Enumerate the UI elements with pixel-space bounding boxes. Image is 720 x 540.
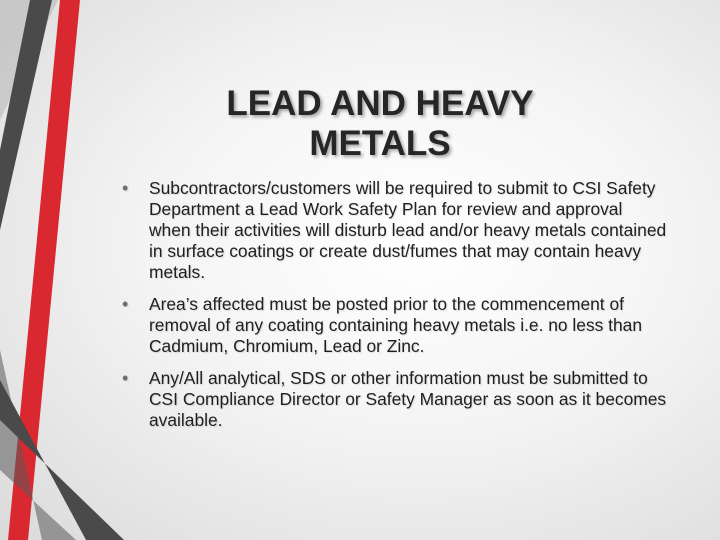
bullet-text: Subcontractors/customers will be required to submit to CSI Safety Department a Lead Work Safety Plan for review and approval when their activities will disturb lead and/or heavy metals contained in surface coatings or create dust/fumes that may contain heavy metals.	[149, 178, 667, 282]
slide-title: LEAD AND HEAVY METALS	[226, 84, 534, 163]
bullet-dot-icon: •	[122, 368, 129, 388]
bullet-item	[122, 294, 667, 357]
bullet-text: Area’s affected must be posted prior to the commencement of removal of any coating containing heavy metals i.e. no less than Cadmium, Chromium, Lead or Zinc.	[149, 294, 643, 356]
bullet-dot-icon: •	[122, 294, 129, 314]
bullet-dot-icon: •	[122, 178, 129, 198]
bullet-item	[122, 178, 667, 283]
bullet-list	[122, 178, 667, 442]
bullet-text: Any/All analytical, SDS or other information must be submitted to CSI Compliance Director or Safety Manager as soon as it becomes available.	[149, 368, 667, 430]
bullet-item	[122, 368, 667, 431]
